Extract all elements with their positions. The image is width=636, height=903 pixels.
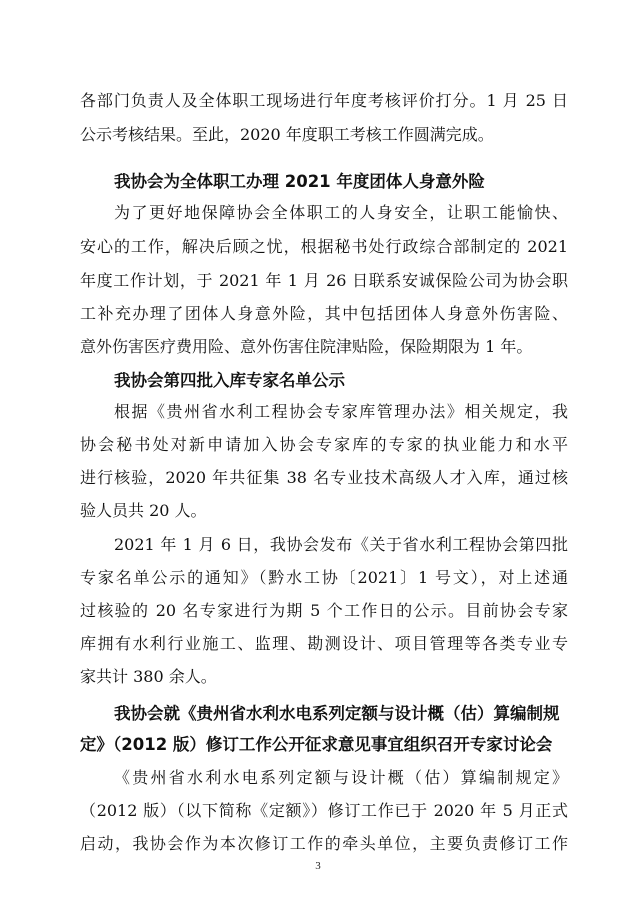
section2-para2-line-3: 过核验的 20 名专家进行为期 5 个工作日的公示。目前协会专家 — [80, 601, 568, 620]
section2-para2-line-5: 家共计 380 余人。 — [80, 667, 217, 686]
section1-line-3: 年度工作计划，于 2021 年 1 月 26 日联系安诚保险公司为协会职 — [80, 271, 568, 290]
section2-para2-line-4: 库拥有水利行业施工、监理、勘测设计、项目管理等各类专业专 — [80, 634, 568, 653]
section3-heading-line-2: 定》（2012 版）修订工作公开征求意见事宜组织召开专家讨论会 — [80, 735, 553, 754]
section1-line-2: 安心的工作，解决后顾之忧，根据秘书处行政综合部制定的 2021 — [80, 237, 568, 256]
section2-para1-line-1: 根据《贵州省水利工程协会专家库管理办法》相关规定，我 — [114, 402, 568, 421]
section3-line-1: 《贵州省水利水电系列定额与设计概（估）算编制规定》 — [114, 768, 568, 787]
section2-para2-line-2: 专家名单公示的通知》（黔水工协〔2021〕1 号文），对上述通 — [80, 568, 568, 587]
section3-line-3: 启动，我协会作为本次修订工作的牵头单位，主要负责修订工作 — [80, 834, 568, 853]
section2-para1-line-2: 协会秘书处对新申请加入协会专家库的专家的执业能力和水平 — [80, 435, 568, 454]
section1-line-5: 意外伤害医疗费用险、意外伤害住院津贴险，保险期限为 1 年。 — [80, 337, 533, 356]
section1-line-4: 工补充办理了团体人身意外险，其中包括团体人身意外伤害险、 — [80, 304, 568, 323]
section3-line-2: （2012 版）（以下简称《定额》）修订工作已于 2020 年 5 月正式 — [80, 801, 568, 820]
page-number: 3 — [315, 860, 321, 872]
section2-heading: 我协会第四批入库专家名单公示 — [114, 371, 345, 390]
section3-heading-line-1: 我协会就《贵州省水利水电系列定额与设计概（估）算编制规 — [114, 704, 560, 723]
section1-heading: 我协会为全体职工办理 2021 年度团体人身意外险 — [114, 172, 485, 191]
section1-line-1: 为了更好地保障协会全体职工的人身安全，让职工能愉快、 — [114, 203, 568, 222]
section2-para1-line-4: 验人员共 20 人。 — [80, 501, 207, 520]
section2-para1-line-3: 进行核验，2020 年共征集 38 名专业技术高级人才入库，通过核 — [80, 468, 568, 487]
intro-line-2: 公示考核结果。至此，2020 年度职工考核工作圆满完成。 — [80, 125, 494, 144]
intro-line-1: 各部门负责人及全体职工现场进行年度考核评价打分。1 月 25 日 — [80, 91, 568, 110]
section2-para2-line-1: 2021 年 1 月 6 日，我协会发布《关于省水利工程协会第四批 — [114, 535, 568, 554]
